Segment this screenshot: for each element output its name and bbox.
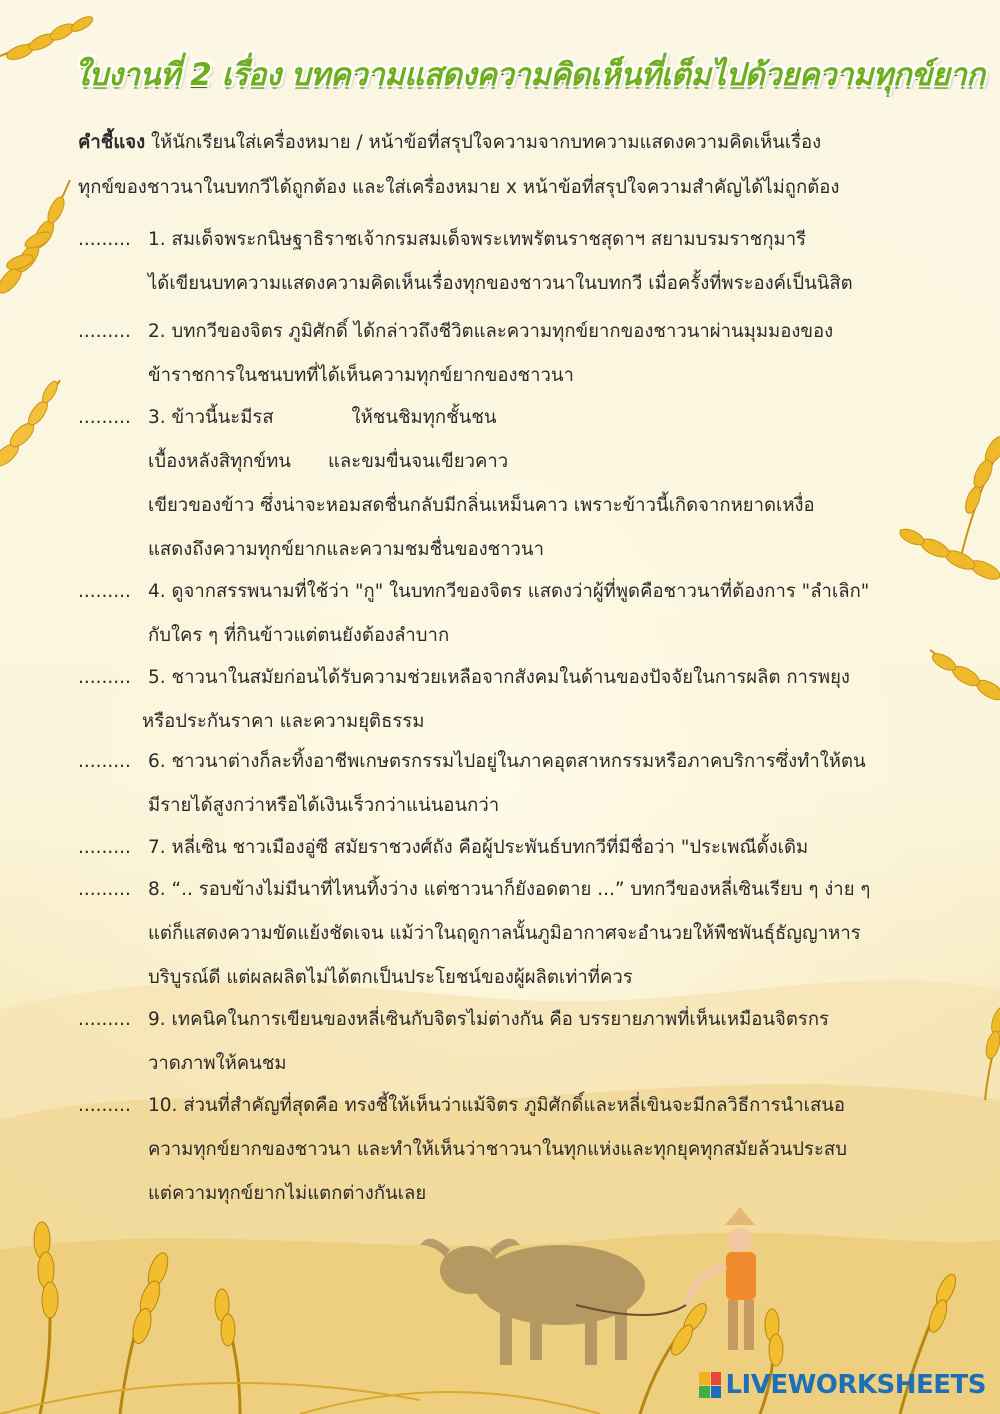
verse-line-1a: ข้าวนี้นะมีรส xyxy=(171,407,274,428)
item-number: 4. xyxy=(148,581,166,602)
item-number: 9. xyxy=(148,1009,166,1030)
question-item-5 xyxy=(78,656,958,744)
answer-blank-5[interactable]: ......... xyxy=(78,667,131,688)
item-number: 7. xyxy=(148,837,166,858)
item-text: หลี่เซิน ชาวเมืองอู่ซี สมัยราชวงศ์ถัง คือผู้ประพันธ์บทกวีที่มีชื่อว่า "ประเพณีดั้งเดิม xyxy=(171,837,809,858)
item-number: 5. xyxy=(148,667,166,688)
item-text: กับใคร ๆ ที่กินข้าวแต่ตนยังต้องลำบาก xyxy=(148,625,450,646)
question-item-2 xyxy=(78,310,958,398)
item-number: 6. xyxy=(148,751,166,772)
item-text: วาดภาพให้คนชม xyxy=(148,1053,287,1074)
item-text: ความทุกข์ยากของชาวนา และทำให้เห็นว่าชาวนาในทุกแห่งและทุกยุคทุกสมัยล้วนประสบ xyxy=(148,1139,847,1160)
verse-line-2b: และขมขื่นจนเขียวคาว xyxy=(328,451,509,472)
item-text: แต่ความทุกข์ยากไม่แตกต่างกันเลย xyxy=(148,1183,427,1204)
liveworksheets-logo xyxy=(699,1370,986,1400)
item-text: แต่ก็แสดงความขัดแย้งชัดเจน แม้ว่าในฤดูกาลนั้นภูมิอากาศจะอำนวยให้พืชพันธุ์ธัญญาหาร xyxy=(148,923,861,944)
question-item-8 xyxy=(78,868,958,1000)
answer-blank-9[interactable]: ......... xyxy=(78,1009,131,1030)
item-number: 3. xyxy=(148,407,166,428)
instructions-line-1: ให้นักเรียนใส่เครื่องหมาย / หน้าข้อที่สรุปใจความจากบทความแสดงความคิดเห็นเรื่อง xyxy=(145,132,822,153)
item-text: มีรายได้สูงกว่าหรือได้เงินเร็วกว่าแน่นอนกว่า xyxy=(148,795,500,816)
question-item-7 xyxy=(78,826,958,870)
item-text: เทคนิคในการเขียนของหลี่เซินกับจิตรไม่ต่างกัน คือ บรรยายภาพที่เห็นเหมือนจิตรกร xyxy=(171,1009,829,1030)
question-item-3 xyxy=(78,396,958,572)
worksheet-title: ใบงานที่ 2 เรื่อง บทความแสดงความคิดเห็นที่เต็มไปด้วยความทุกข์ยาก xyxy=(74,57,985,93)
instructions-label: คำชี้แจง xyxy=(78,132,146,153)
instructions-line-2: ทุกข์ของชาวนาในบทกวีได้ถูกต้อง และใส่เครื่องหมาย x หน้าข้อที่สรุปใจความสำคัญได้ไม่ถูกต้อง xyxy=(78,177,840,198)
question-item-4 xyxy=(78,570,958,658)
question-item-10 xyxy=(78,1084,958,1216)
item-number: 2. xyxy=(148,321,166,342)
item-text: ดูจากสรรพนามที่ใช้ว่า "กู" ในบทกวีของจิตร แสดงว่าผู้ที่พูดคือชาวนาที่ต้องการ "ลำเลิก" xyxy=(171,581,870,602)
answer-blank-4[interactable]: ......... xyxy=(78,581,131,602)
item-text: ข้าราชการในชนบทที่ได้เห็นความทุกข์ยากของชาวนา xyxy=(148,365,574,386)
answer-blank-3[interactable]: ......... xyxy=(78,407,131,428)
answer-blank-7[interactable]: ......... xyxy=(78,837,131,858)
verse-line-2a: เบื้องหลังสิทุกข์ทน xyxy=(148,451,291,472)
item-text: ส่วนที่สำคัญที่สุดคือ ทรงชี้ให้เห็นว่าแม้จิตร ภูมิศักดิ์และหลี่เขินจะมีกลวิธีการนำเสนอ xyxy=(183,1095,846,1116)
verse-line-1b: ให้ชนชิมทุกชั้นชน xyxy=(351,407,497,428)
answer-blank-10[interactable]: ......... xyxy=(78,1095,131,1116)
answer-blank-2[interactable]: ......... xyxy=(78,321,131,342)
question-item-6 xyxy=(78,740,958,828)
item-text: ชาวนาต่างก็ละทิ้งอาชีพเกษตรกรรมไปอยู่ในภาคอุตสาหกรรมหรือภาคบริการซึ่งทำให้ตน xyxy=(171,751,866,772)
answer-blank-1[interactable]: ......... xyxy=(78,229,131,250)
item-text: ชาวนาในสมัยก่อนได้รับความช่วยเหลือจากสังคมในด้านของปัจจัยในการผลิต การพยุง xyxy=(171,667,850,688)
item-text: สมเด็จพระกนิษฐาธิราชเจ้ากรมสมเด็จพระเทพรัตนราชสุดาฯ สยามบรมราชกุมารี xyxy=(171,229,807,250)
item-text: “.. รอบข้างไม่มีนาที่ไหนทิ้งว่าง แต่ชาวนาก็ยังอดตาย ...” บทกวีของหลี่เซินเรียบ ๆ ง่าย ๆ xyxy=(171,879,871,900)
item-text: บริบูรณ์ดี แต่ผลผลิตไม่ได้ตกเป็นประโยชน์ของผู้ผลิตเท่าที่ควร xyxy=(148,967,633,988)
item-number: 1. xyxy=(148,229,166,250)
item-text: หรือประกันราคา และความยุติธรรม xyxy=(142,711,425,732)
answer-blank-6[interactable]: ......... xyxy=(78,751,131,772)
liveworksheets-logo-icon xyxy=(699,1372,721,1398)
item-text: บทกวีของจิตร ภูมิศักดิ์ ได้กล่าวถึงชีวิตและความทุกข์ยากของชาวนาผ่านมุมมองของ xyxy=(171,321,834,342)
answer-blank-8[interactable]: ......... xyxy=(78,879,131,900)
instructions xyxy=(78,120,948,210)
question-item-1 xyxy=(78,218,958,306)
item-text: แสดงถึงความทุกข์ยากและความชมชื่นของชาวนา xyxy=(148,539,544,560)
liveworksheets-brand: LIVEWORKSHEETS xyxy=(725,1370,986,1400)
item-number: 8. xyxy=(148,879,166,900)
item-number: 10. xyxy=(148,1095,178,1116)
item-text: เขียวของข้าว ซึ่งน่าจะหอมสดชื่นกลับมีกลิ่นเหม็นคาว เพราะข้าวนี้เกิดจากหยาดเหงื่อ xyxy=(148,495,815,516)
question-item-9 xyxy=(78,998,958,1086)
item-text: ได้เขียนบทความแสดงความคิดเห็นเรื่องทุกของชาวนาในบทกวี เมื่อครั้งที่พระองค์เป็นนิสิต xyxy=(148,273,853,294)
